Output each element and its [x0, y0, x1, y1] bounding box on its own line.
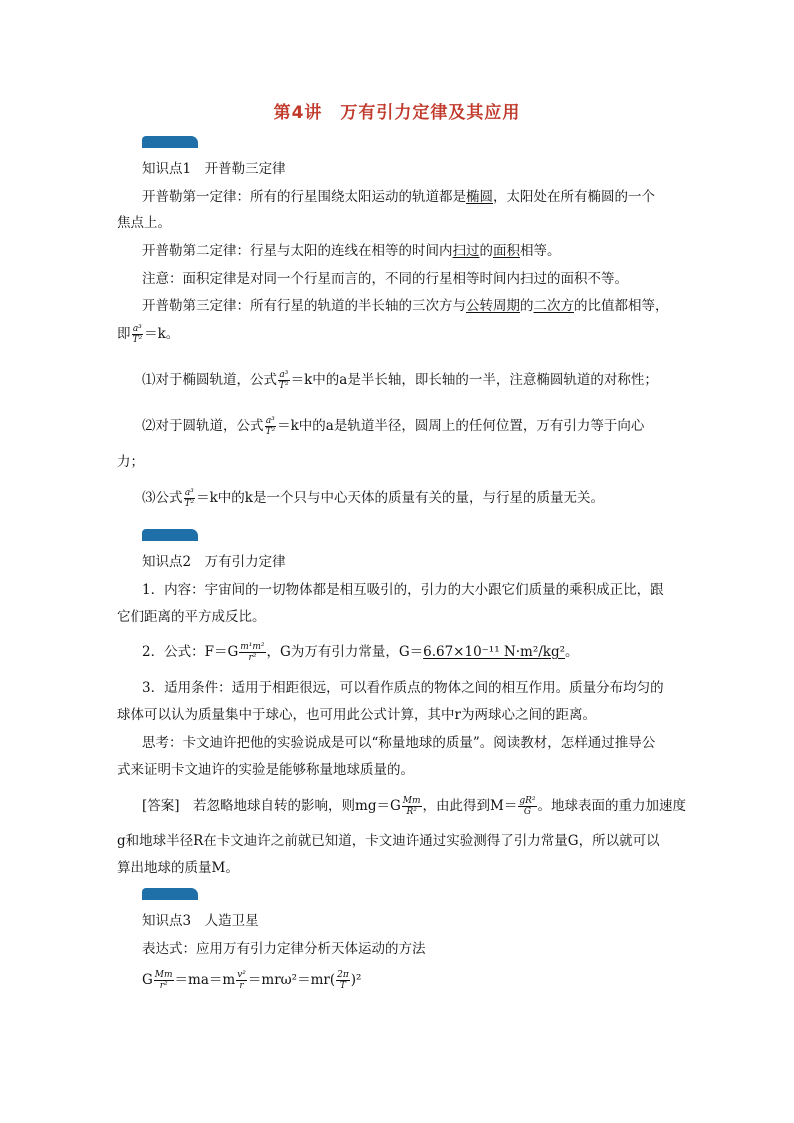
fraction-a3-t2: $\frac{\text{a³}}{\text{T²}}$	[184, 488, 195, 509]
area-note: 注意：面积定律是对同一个行星而言的，不同的行星相等时间内扫过的面积不等。	[142, 271, 628, 287]
answer-line-1: [答案] 若忽略地球自转的影响，则mg＝G $\frac{Mm}{\text{R²}}$ ，由此得到M＝ $\frac{\text{gR²}}{G}$ 。地球表面的重力加速度	[142, 796, 686, 817]
fraction-gR2-G: $\frac{\text{gR²}}{G}$	[519, 796, 536, 817]
expression-intro: 表达式：应用万有引力定律分析天体运动的方法	[142, 941, 426, 957]
kepler-law-2: 开普勒第二定律：行星与太阳的连线在相等的时间内扫过的面积相等。	[142, 243, 561, 259]
gravitation-content: 1．内容：宇宙间的一切物体都是相互吸引的，引力的大小跟它们质量的乘积成正比，跟	[142, 582, 664, 598]
gravitation-formula: 2．公式：F＝G $\frac{\text{m¹m²}}{\text{r²}}$ ，G为万有引力常量，G＝6.67×10⁻¹¹ N·m²/kg²。	[142, 642, 579, 663]
answer-line-3: 算出地球的质量M。	[117, 860, 239, 876]
applicable-conditions: 3．适用条件：适用于相距很远，可以看作质点的物体之间的相互作用。质量分布均匀的	[142, 680, 664, 696]
point-1: ⑴对于椭圆轨道，公式 $\frac{\text{a³}}{\text{T²}}$ ＝k中的a是半长轴，即长轴的一半，注意椭圆轨道的对称性；	[142, 370, 658, 391]
fraction-2pi-T: $\frac{2\pi}{T}$	[337, 970, 349, 991]
fraction-v2-r: $\frac{\text{v²}}{r}$	[237, 970, 246, 991]
fraction-a3-t2: $\frac{\text{a³}}{\text{T²}}$	[265, 416, 276, 437]
think-question-cont: 式来证明卡文迪许的实验是能够称量地球质量的。	[117, 762, 414, 778]
point-2-cont: 力；	[117, 454, 144, 470]
answer-line-2: g和地球半径R在卡文迪许之前就已知道，卡文迪许通过实验测得了引力常量G，所以就可以	[117, 833, 660, 849]
section-tag-1	[142, 136, 198, 148]
kepler-law-3-formula: 即 $\frac{\text{a³}}{\text{T²}}$ ＝k。	[117, 324, 180, 345]
satellite-equation: G $\frac{Mm}{\text{r²}}$ ＝ma＝m $\frac{\text{v²}}{r}$ ＝mrω²＝mr( $\frac{2\pi}{T}$ )²	[142, 970, 362, 991]
applicable-conditions-cont: 球体可以认为质量集中于球心，也可用此公式计算，其中r为两球心之间的距离。	[117, 707, 596, 723]
fraction-a3-t2: $\frac{\text{a³}}{\text{T²}}$	[279, 370, 289, 391]
section-tag-2	[142, 529, 198, 541]
gravitation-content-cont: 它们距离的平方成反比。	[117, 609, 266, 625]
fraction-Mm-r2: $\frac{Mm}{\text{r²}}$	[154, 970, 173, 991]
section-heading-3: 知识点3 人造卫星	[142, 913, 259, 929]
point-3: ⑶公式 $\frac{\text{a³}}{\text{T²}}$ ＝k中的k是一个只与中心天体的质量有关的量，与行星的质量无关。	[142, 488, 604, 509]
fraction-Mm-R2: $\frac{Mm}{\text{R²}}$	[402, 796, 421, 817]
fraction-a3-t2: $\frac{\text{a³}}{\text{T²}}$	[132, 324, 143, 345]
think-question: 思考：卡文迪许把他的实验说成是可以“称量地球的质量”。阅读教材，怎样通过推导公	[142, 735, 656, 751]
kepler-law-1: 开普勒第一定律：所有的行星围绕太阳运动的轨道都是椭圆，太阳处在所有椭圆的一个	[142, 189, 655, 205]
section-heading-1: 知识点1 开普勒三定律	[142, 161, 286, 177]
page-title: 第4讲 万有引力定律及其应用	[273, 103, 521, 123]
kepler-law-1-cont: 焦点上。	[117, 215, 171, 231]
section-tag-3	[142, 888, 198, 900]
kepler-law-3: 开普勒第三定律：所有行星的轨道的半长轴的三次方与公转周期的二次方的比值都相等，	[142, 298, 669, 314]
point-2: ⑵对于圆轨道，公式 $\frac{\text{a³}}{\text{T²}}$ ＝k中的a是轨道半径，圆周上的任何位置，万有引力等于向心	[142, 416, 645, 437]
fraction-m1m2-r2: $\frac{\text{m¹m²}}{\text{r²}}$	[240, 642, 265, 663]
section-heading-2: 知识点2 万有引力定律	[142, 554, 286, 570]
